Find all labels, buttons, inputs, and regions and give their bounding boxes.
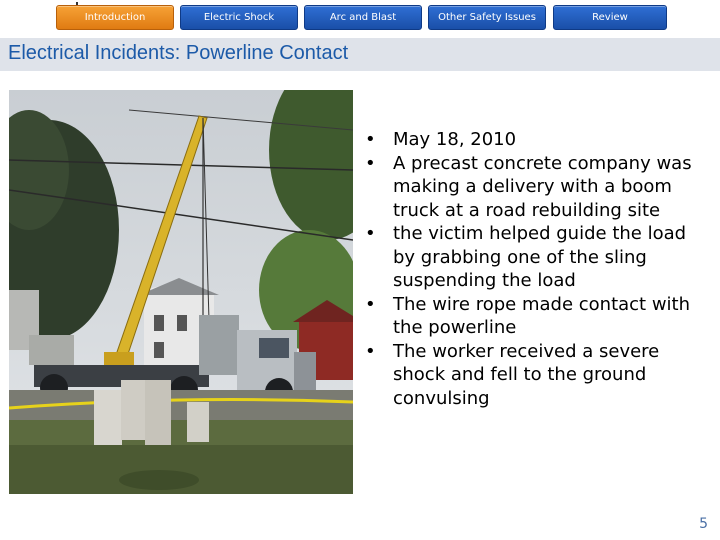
bullet-dot: • xyxy=(365,152,376,174)
bullet-item xyxy=(363,128,693,152)
bullet-text: The worker received a severe shock and fell to the ground convulsing xyxy=(393,340,660,409)
bullet-text: May 18, 2010 xyxy=(393,129,517,150)
bullet-item xyxy=(363,293,693,340)
bullet-item xyxy=(363,152,693,223)
bullet-dot: • xyxy=(365,223,376,244)
bullet-item xyxy=(363,222,693,293)
nav-introduction-button[interactable]: Introduction xyxy=(56,5,174,30)
incident-details-list xyxy=(363,128,693,410)
bullet-dot: • xyxy=(365,340,376,362)
nav-electric-shock-button[interactable]: Electric Shock xyxy=(180,5,298,30)
bullet-dot: • xyxy=(365,129,376,150)
slide-title: Electrical Incidents: Powerline Contact xyxy=(8,42,349,64)
bullet-text: the victim helped guide the load by grabbing one of the sling suspending the load xyxy=(393,223,687,291)
boom-truck-photo xyxy=(9,90,353,494)
bullet-item xyxy=(363,340,693,411)
nav-other-safety-issues-button[interactable]: Other Safety Issues xyxy=(428,5,546,30)
bullet-text: The wire rope made contact with the powerline xyxy=(393,293,691,338)
bullet-text: A precast concrete company was making a delivery with a boom truck at a road rebuilding site xyxy=(393,152,692,221)
bullet-dot: • xyxy=(365,293,376,315)
top-navigation xyxy=(0,0,720,38)
nav-review-button[interactable]: Review xyxy=(553,5,667,30)
incident-photo xyxy=(9,90,353,494)
page-number: 5 xyxy=(699,516,708,532)
nav-arc-and-blast-button[interactable]: Arc and Blast xyxy=(304,5,422,30)
